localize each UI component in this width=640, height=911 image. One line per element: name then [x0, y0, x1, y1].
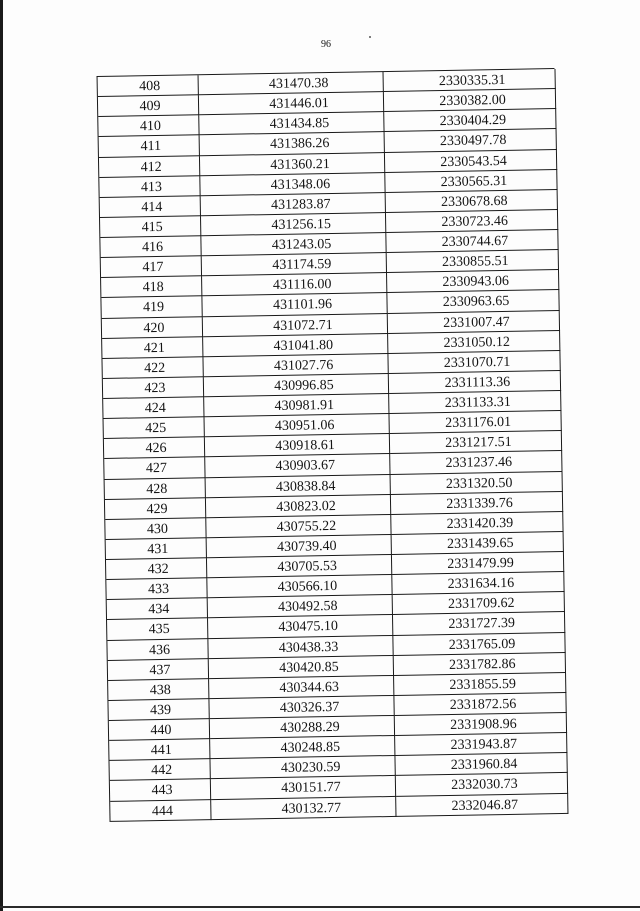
- table-cell-col1: 415: [100, 216, 201, 238]
- table-cell-col3: 2331960.84: [395, 753, 567, 776]
- table-cell-col1: 426: [104, 437, 205, 459]
- table-cell-col2: 430566.10: [207, 575, 392, 598]
- table-cell-col2: 431434.85: [199, 112, 384, 135]
- table-cell-col2: 431446.01: [199, 92, 384, 115]
- table-cell-col1: 434: [107, 598, 208, 620]
- table-cell-col3: 2330723.46: [386, 210, 558, 233]
- table-cell-col3: 2331727.39: [393, 612, 565, 635]
- table-cell-col3: 2331070.71: [388, 351, 560, 374]
- table-cell-col3: 2331420.39: [391, 512, 563, 535]
- table-cell-col1: 443: [110, 780, 211, 802]
- table-cell-col3: 2330943.06: [387, 270, 559, 293]
- table-cell-col1: 420: [102, 317, 203, 339]
- table-cell-col2: 430903.67: [205, 454, 390, 477]
- table-cell-col1: 419: [101, 297, 202, 319]
- table-cell-col2: 430288.29: [210, 716, 395, 739]
- table-cell-col2: 430996.85: [204, 374, 389, 397]
- table-cell-col1: 433: [106, 578, 207, 600]
- table-cell-col1: 408: [98, 75, 199, 97]
- table-cell-col1: 410: [98, 116, 199, 138]
- table-cell-col2: 430420.85: [209, 656, 394, 679]
- table-cell-col1: 428: [105, 478, 206, 500]
- table-cell-col3: 2331439.65: [392, 532, 564, 555]
- table-cell-col2: 430951.06: [205, 414, 390, 437]
- table-cell-col3: 2332046.87: [396, 793, 568, 816]
- table-cell-col3: 2330382.00: [384, 89, 556, 112]
- table-cell-col1: 417: [101, 256, 202, 278]
- table-cell-col1: 435: [107, 619, 208, 641]
- table-cell-col2: 431256.15: [201, 213, 386, 236]
- table-cell-col1: 411: [99, 136, 200, 158]
- table-cell-col2: 431470.38: [199, 72, 384, 95]
- table-cell-col1: 412: [99, 156, 200, 178]
- table-cell-col3: 2331872.56: [394, 693, 566, 716]
- table-cell-col1: 440: [109, 719, 210, 741]
- table-cell-col3: 2331908.96: [395, 713, 567, 736]
- table-cell-col2: 431174.59: [202, 253, 387, 276]
- data-table: [97, 68, 568, 821]
- table-cell-col2: 431101.96: [202, 293, 387, 316]
- table-cell-col3: 2330335.31: [384, 69, 556, 92]
- scan-speck: [369, 36, 371, 38]
- table-cell-col3: 2331709.62: [393, 592, 565, 615]
- table-cell-col3: 2330497.78: [385, 129, 557, 152]
- table-cell-col2: 430492.58: [208, 595, 393, 618]
- table-cell-col1: 441: [109, 739, 210, 761]
- table-cell-col1: 409: [98, 95, 199, 117]
- table-cell-col2: 431348.06: [200, 173, 385, 196]
- table-cell-col1: 436: [107, 639, 208, 661]
- table-cell-col3: 2331176.01: [389, 411, 561, 434]
- table-cell-col2: 430326.37: [209, 696, 394, 719]
- table-cell-col3: 2330404.29: [384, 109, 556, 132]
- table-cell-col1: 429: [105, 498, 206, 520]
- table-cell-col1: 438: [108, 679, 209, 701]
- table-cell-col2: 430132.77: [211, 796, 396, 819]
- table-cell-col2: 430230.59: [210, 756, 395, 779]
- table-cell-col2: 431072.71: [203, 314, 388, 337]
- table-cell-col2: 430705.53: [207, 555, 392, 578]
- table-cell-col3: 2331237.46: [390, 451, 562, 474]
- table-cell-col2: 430981.91: [204, 394, 389, 417]
- table-cell-col2: 431386.26: [200, 132, 385, 155]
- table-cell-col2: 430344.63: [209, 676, 394, 699]
- table-cell-col2: 430838.84: [206, 474, 391, 497]
- table-cell-col3: 2331765.09: [393, 632, 565, 655]
- scan-edge-left: [0, 0, 3, 911]
- table-cell-col2: 430823.02: [206, 495, 391, 518]
- table-cell-col2: 431027.76: [203, 354, 388, 377]
- table-cell-col2: 430739.40: [207, 535, 392, 558]
- table-cell-col3: 2330543.54: [385, 150, 557, 173]
- scan-edge-bottom: [0, 906, 640, 908]
- table-cell-col3: 2331943.87: [395, 733, 567, 756]
- table-cell-col1: 424: [103, 397, 204, 419]
- table-cell-col1: 427: [104, 458, 205, 480]
- table-cell-col2: 430918.61: [205, 434, 390, 457]
- table-cell-col3: 2330744.67: [386, 230, 558, 253]
- table-cell-col3: 2331634.16: [392, 572, 564, 595]
- table-cell-col3: 2331007.47: [388, 311, 560, 334]
- table-cell-col3: 2330963.65: [387, 290, 559, 313]
- table-cell-col1: 439: [108, 699, 209, 721]
- table-cell-col1: 425: [104, 417, 205, 439]
- table-cell-col2: 430151.77: [211, 776, 396, 799]
- table-cell-col3: 2331320.50: [391, 471, 563, 494]
- table-cell-col1: 423: [103, 377, 204, 399]
- table-cell-col3: 2330678.68: [386, 190, 558, 213]
- table-cell-col1: 413: [99, 176, 200, 198]
- table-cell-col3: 2331339.76: [391, 492, 563, 515]
- table-cell-col2: 431116.00: [202, 273, 387, 296]
- table-cell-col3: 2332030.73: [396, 773, 568, 796]
- table-cell-col1: 432: [106, 558, 207, 580]
- table-cell-col1: 430: [105, 518, 206, 540]
- table-cell-col1: 421: [102, 337, 203, 359]
- table-cell-col2: 430475.10: [208, 615, 393, 638]
- table-cell-col2: 430438.33: [208, 635, 393, 658]
- table-cell-col1: 414: [100, 196, 201, 218]
- table-cell-col2: 430755.22: [206, 515, 391, 538]
- table-cell-col3: 2331050.12: [388, 331, 560, 354]
- table-cell-col2: 430248.85: [210, 736, 395, 759]
- table-cell-col3: 2331855.59: [394, 673, 566, 696]
- table-cell-col2: 431243.05: [201, 233, 386, 256]
- table-cell-col1: 444: [110, 800, 211, 822]
- table-grid: [97, 68, 568, 822]
- table-cell-col1: 416: [100, 236, 201, 258]
- table-cell-col2: 431283.87: [201, 193, 386, 216]
- table-cell-col3: 2331113.36: [389, 371, 561, 394]
- table-cell-col3: 2331217.51: [390, 431, 562, 454]
- table-cell-col3: 2330855.51: [387, 250, 559, 273]
- table-cell-col2: 431041.80: [203, 334, 388, 357]
- table-cell-col1: 422: [102, 357, 203, 379]
- page-number: 96: [321, 39, 331, 50]
- table-cell-col1: 418: [101, 276, 202, 298]
- table-cell-col3: 2331782.86: [394, 653, 566, 676]
- table-cell-col1: 431: [106, 538, 207, 560]
- table-cell-col2: 431360.21: [200, 153, 385, 176]
- table-cell-col3: 2330565.31: [385, 170, 557, 193]
- table-cell-col3: 2331133.31: [389, 391, 561, 414]
- table-cell-col1: 442: [109, 759, 210, 781]
- table-cell-col1: 437: [108, 659, 209, 681]
- table-cell-col3: 2331479.99: [392, 552, 564, 575]
